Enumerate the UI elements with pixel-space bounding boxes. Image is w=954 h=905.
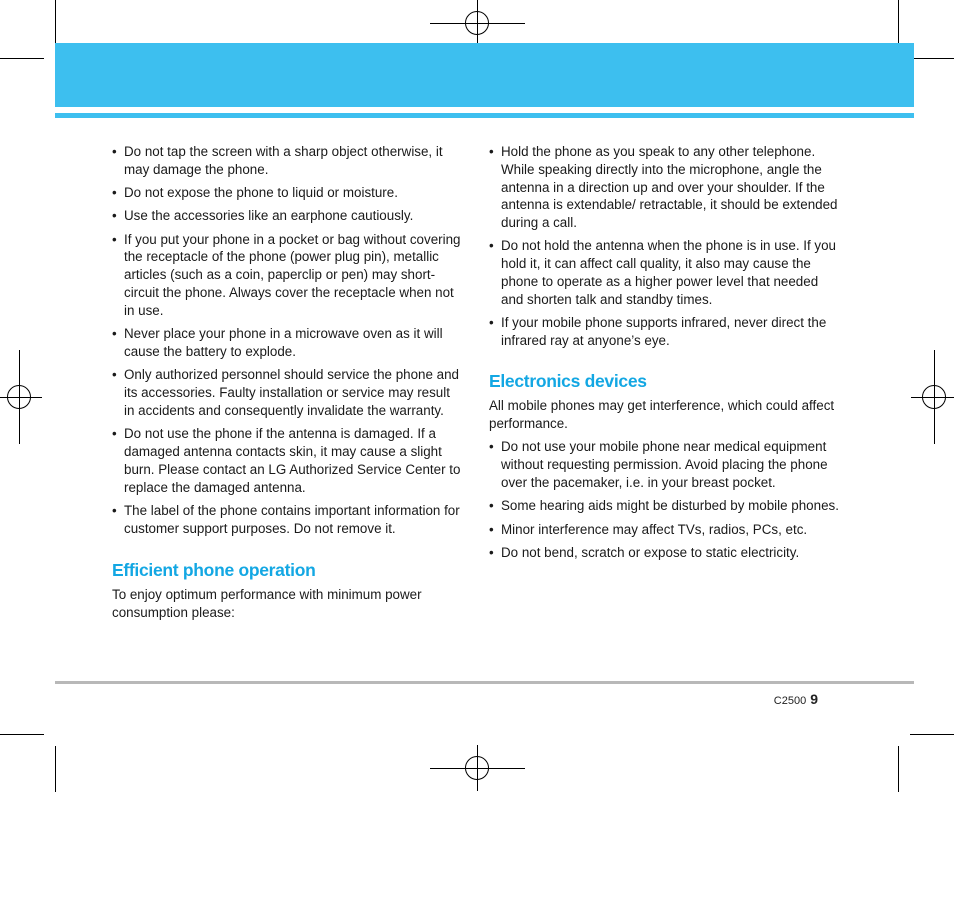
section-intro: All mobile phones may get interference, which could affect performance. [489, 397, 835, 431]
list-item: • Do not use the phone if the antenna is damaged. If a damaged antenna contacts skin, it may cause a slight burn. Please contact an LG Authorized Service Center to replace the damaged antenna. [112, 425, 464, 496]
operation-bullet-list [489, 143, 841, 350]
registration-mark-right [911, 374, 954, 420]
list-item: • If your mobile phone supports infrared, never direct the infrared ray at anyone’s eye. [489, 314, 841, 350]
page-number: 9 [810, 691, 818, 707]
list-item: • Minor interference may affect TVs, radios, PCs, etc. [489, 521, 841, 539]
list-item: • Do not hold the antenna when the phone is in use. If you hold it, it can affect call quality, it also may cause the phone to operate as a higher power level that needed and shorten talk and standby times. [489, 237, 841, 308]
list-item: • Do not expose the phone to liquid or moisture. [112, 184, 464, 202]
crop-mark [55, 0, 56, 46]
header-rule [55, 113, 914, 118]
header-band [55, 43, 914, 107]
registration-mark-left [0, 374, 42, 420]
list-item: • If you put your phone in a pocket or bag without covering the receptacle of the phone (power plug pin), metallic articles (such as a coin, paperclip or pen) may short-circuit the phone. Always cover the receptacle when not in use. [112, 231, 464, 320]
list-item: • Never place your phone in a microwave oven as it will cause the battery to explode. [112, 325, 464, 361]
section-intro: To enjoy optimum performance with minimum power consumption please: [112, 587, 422, 621]
crop-mark [934, 350, 935, 444]
crop-mark [430, 768, 525, 769]
crop-mark [898, 746, 899, 792]
crop-mark [55, 746, 56, 792]
left-column [112, 143, 464, 628]
list-item: • Do not use your mobile phone near medical equipment without requesting permission. Avoid placing the phone over the pacemaker, i.e. in your breast pocket. [489, 438, 841, 491]
list-item: • Use the accessories like an earphone cautiously. [112, 207, 464, 225]
list-item: • Do not bend, scratch or expose to static electricity. [489, 544, 841, 562]
section-heading: Electronics devices [489, 370, 647, 391]
crop-mark [898, 0, 899, 46]
model-name: C2500 [773, 695, 807, 707]
crop-mark [910, 58, 954, 59]
electronics-devices-section [489, 370, 841, 562]
crop-mark [0, 734, 44, 735]
efficient-operation-section [112, 559, 464, 622]
list-item: • Some hearing aids might be disturbed by mobile phones. [489, 497, 841, 515]
footer-rule [55, 681, 914, 684]
page-footer [774, 691, 818, 707]
safety-bullet-list [112, 143, 464, 537]
list-item: • The label of the phone contains important information for customer support purposes. Do not remove it. [112, 502, 464, 538]
crop-mark [0, 58, 44, 59]
right-column [489, 143, 841, 567]
list-item: • Do not tap the screen with a sharp object otherwise, it may damage the phone. [112, 143, 464, 179]
crop-mark [430, 23, 525, 24]
list-item: • Hold the phone as you speak to any other telephone. While speaking directly into the microphone, angle the antenna in a direction up and over your shoulder. If the antenna is extendable/ retractable, it should be extended during a call. [489, 143, 841, 232]
list-item: • Only authorized personnel should service the phone and its accessories. Faulty installation or service may result in accidents and consequently invalidate the warranty. [112, 366, 464, 419]
crop-mark [19, 350, 20, 444]
crop-mark [910, 734, 954, 735]
section-heading: Efficient phone operation [112, 560, 316, 581]
electronics-bullet-list [489, 438, 841, 561]
